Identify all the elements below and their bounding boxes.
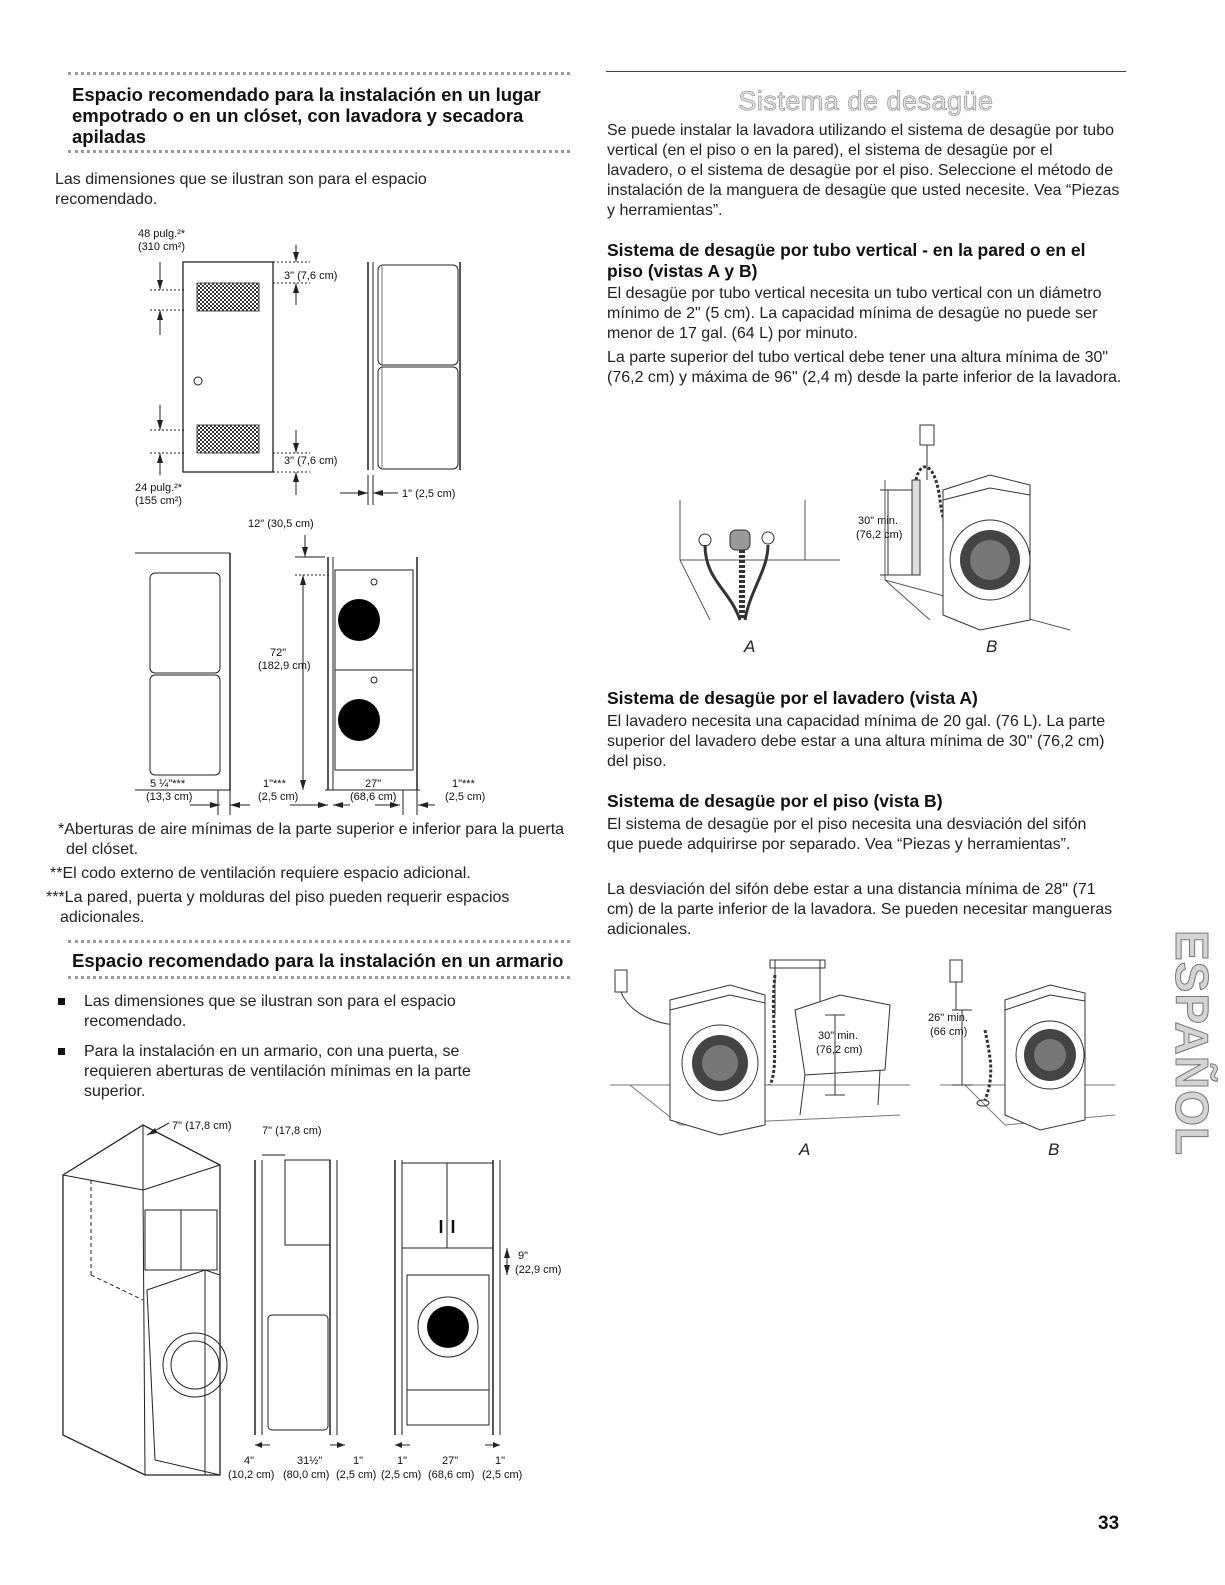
- tub-min-cm-label: (76,2 cm): [816, 1044, 863, 1056]
- footnote-2: **El codo externo de ventilación requiere espacio adicional.: [50, 865, 471, 882]
- section2-heading: Espacio recomendado para la instalación en un armario: [72, 950, 564, 971]
- cabinet-dim-c: 9": [518, 1250, 529, 1262]
- cabinet-bottom-6: 1": [495, 1455, 506, 1467]
- cabinet-bottom-3: 1": [353, 1455, 364, 1467]
- dim1-label: 5 ¼"***: [150, 778, 186, 790]
- section2-bullet-2: Para la instalación en un armario, con una puerta, se requieren aberturas de ventilación mínimas en la parte superior.: [84, 1043, 471, 1100]
- laundry-tub-heading: Sistema de desagüe por el lavadero (vista A): [607, 688, 978, 708]
- cabinet-bottom-cm-2: (80,0 cm): [283, 1469, 330, 1481]
- section1-heading: Espacio recomendado para la instalación en un lugar empotrado o en un clóset, con lavadora y secadora apiladas: [72, 84, 541, 147]
- standpipe-min-label: 30" min.: [858, 515, 898, 527]
- section1-dotted-rule: [68, 150, 570, 153]
- floor-drain-p2: La desviación del sifón debe estar a una distancia mínima de 28" (71 cm) de la parte inferior de la lavadora. Se pueden necesitar mangueras adicionales.: [607, 881, 1113, 938]
- footnote-1: *Aberturas de aire mínimas de la parte superior e inferior para la puerta del clóset.: [58, 821, 565, 858]
- standpipe-min-cm-label: (76,2 cm): [856, 529, 903, 541]
- tub-caption-a: A: [799, 1140, 811, 1159]
- cabinet-dim-a: 7" (17,8 cm): [172, 1120, 232, 1132]
- bullet-2: [58, 1048, 65, 1055]
- standpipe-caption-a: A: [744, 637, 756, 656]
- floor-drain-p1: El sistema de desagüe por el piso necesita una desviación del sifón que puede adquirirse por separado. Vea “Piezas y herramientas”.: [607, 816, 1087, 853]
- cabinet-bottom-cm-3: (2,5 cm): [336, 1469, 377, 1481]
- dim3-label: 27": [365, 778, 382, 790]
- cabinet-bottom-cm-4: (2,5 cm): [381, 1469, 422, 1481]
- bottom-gap-label: 3" (7,6 cm): [284, 455, 338, 467]
- drain-system-title: Sistema de desagüe: [738, 86, 994, 116]
- closet-vent-diagram: [130, 225, 550, 535]
- section1-intro: Las dimensiones que se ilustran son para el espacio recomendado.: [55, 171, 427, 208]
- dim1-cm-label: (13,3 cm): [146, 791, 193, 803]
- top-gap-label: 3" (7,6 cm): [284, 270, 338, 282]
- standpipe-caption-b: B: [986, 637, 998, 656]
- floor-drain-min-cm-label: (66 cm): [930, 1026, 968, 1038]
- cabinet-bottom-cm-6: (2,5 cm): [482, 1469, 523, 1481]
- tub-min-label: 30" min.: [818, 1030, 858, 1042]
- right-top-rule: [606, 71, 1126, 72]
- floor-drain-heading: Sistema de desagüe por el piso (vista B): [607, 791, 943, 811]
- cabinet-diagram: [55, 1115, 575, 1485]
- dim4-cm-label: (2,5 cm): [445, 791, 486, 803]
- section2-top-rule: [68, 940, 570, 943]
- dim4-label: 1"***: [452, 778, 475, 790]
- cabinet-bottom-1: 4": [244, 1455, 255, 1467]
- laundry-tub-floor-drain-illustration: [610, 955, 1120, 1135]
- height-cm-label: (182,9 cm): [258, 660, 311, 672]
- dim3-cm-label: (68,6 cm): [350, 791, 397, 803]
- standpipe-heading: Sistema de desagüe por tubo vertical - en la pared o en el piso (vistas A y B): [607, 240, 1086, 281]
- bottom-vent-label: 24 pulg.²*: [135, 482, 183, 494]
- standpipe-p2: La parte superior del tubo vertical debe tener una altura mínima de 30" (76,2 cm) y máxima de 96" (2,4 m) desde la parte inferior de la lavadora.: [607, 349, 1122, 386]
- side-gap-label: 1" (2,5 cm): [402, 488, 456, 500]
- cabinet-bottom-cm-5: (68,6 cm): [428, 1469, 475, 1481]
- top-clearance-label: 12" (30,5 cm): [248, 518, 314, 530]
- footnote-3: ***La pared, puerta y molduras del piso pueden requerir espacios adicionales.: [46, 889, 510, 926]
- cabinet-bottom-2: 31½": [297, 1455, 323, 1467]
- floor-drain-min-label: 26" min.: [928, 1012, 968, 1024]
- top-vent-cm-label: (310 cm²): [138, 241, 186, 253]
- cabinet-dim-b: 7" (17,8 cm): [262, 1125, 322, 1137]
- standpipe-p1: El desagüe por tubo vertical necesita un tubo vertical con un diámetro mínimo de 2" (5 cm). La capacidad mínima de desagüe no puede ser menor de 17 gal. (64 L) por minuto.: [607, 285, 1102, 342]
- dim2-cm-label: (2,5 cm): [258, 791, 299, 803]
- tub-caption-b: B: [1048, 1140, 1060, 1159]
- section2-bullet-1: Las dimensiones que se ilustran son para el espacio recomendado.: [84, 993, 456, 1030]
- cabinet-bottom-4: 1": [397, 1455, 408, 1467]
- drain-intro: Se puede instalar la lavadora utilizando el sistema de desagüe por tubo vertical (en el piso o en la pared), el sistema de desagüe por el lavadero, o el sistema de desagüe por el piso. Seleccione el método de instalación de la manguera de desagüe que usted necesite. Vea “Piezas y herramientas”.: [607, 122, 1120, 219]
- dim2-label: 1"***: [263, 778, 286, 790]
- section2-bottom-rule: [68, 976, 570, 979]
- laundry-tub-p1: El lavadero necesita una capacidad mínima de 20 gal. (76 L). La parte superior del lavadero debe estar a una altura mínima de 30" (76,2 cm) del piso.: [607, 713, 1106, 770]
- top-vent-label: 48 pulg.²*: [138, 228, 186, 240]
- cabinet-bottom-cm-1: (10,2 cm): [228, 1469, 275, 1481]
- top-dotted-rule: [68, 72, 570, 75]
- language-side-tab: ESPAÑOL: [1166, 930, 1218, 1156]
- stacked-alcove-diagram: [125, 535, 505, 805]
- cabinet-bottom-5: 27": [442, 1455, 459, 1467]
- cabinet-dim-c-cm: (22,9 cm): [515, 1264, 562, 1276]
- page-number: 33: [1098, 1513, 1120, 1534]
- bullet-1: [58, 998, 65, 1005]
- height-label: 72": [270, 647, 287, 659]
- bottom-vent-cm-label: (155 cm²): [135, 495, 183, 507]
